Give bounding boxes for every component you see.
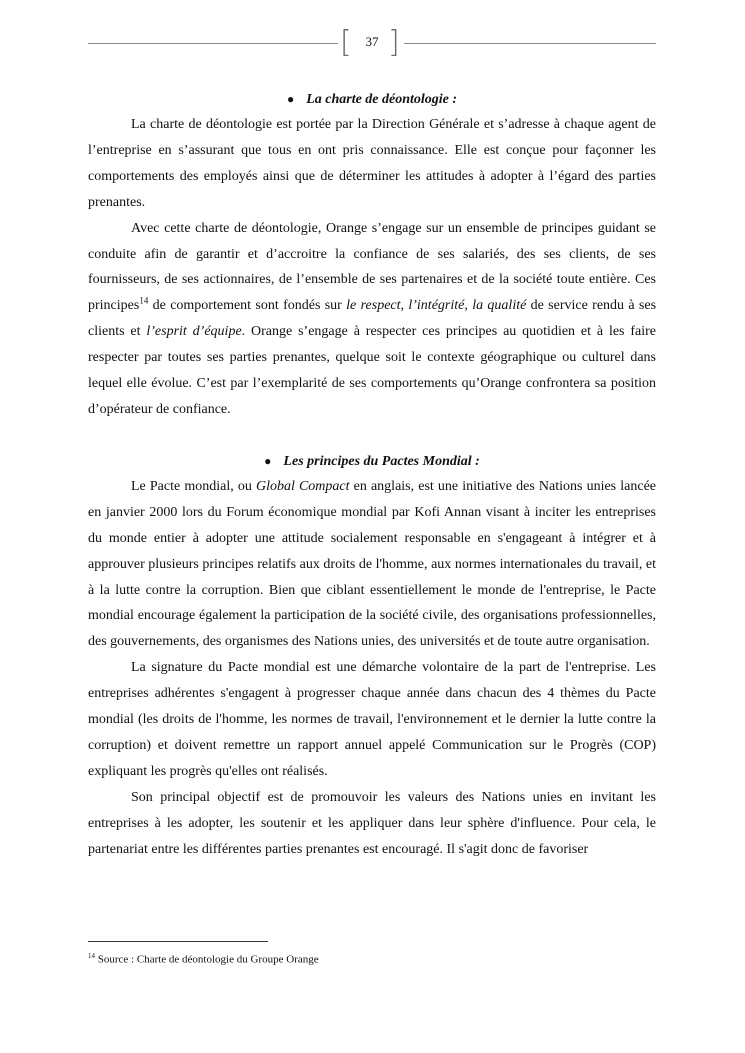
footnote-text: Source : Charte de déontologie du Groupe Orange — [95, 953, 319, 966]
bullet-icon: ● — [264, 453, 272, 468]
text-run: Son principal objectif est de promouvoir les valeurs des Nations unies en invitant les entreprises à les adopter, les soutenir et les appliquer dans leur sphère d'influence. Pour cela, le partenariat entre les différentes parties prenantes est encouragé. Il s'agit donc de favoriser — [88, 789, 656, 857]
text-run: , — [400, 298, 409, 314]
emphasis-text: l’intégrité — [408, 298, 465, 314]
footnote — [88, 949, 319, 967]
section-heading-charte — [88, 86, 656, 112]
footnote-reference: 14 — [139, 295, 149, 306]
footnote-separator — [88, 941, 268, 942]
section-heading-pacte — [88, 448, 656, 474]
text-run: de comportement sont fondés sur — [148, 298, 347, 314]
page-number-open-bracket: [ — [340, 25, 352, 60]
header-rule-left — [88, 43, 338, 44]
paragraph — [88, 655, 656, 785]
text-run: en anglais, est une initiative des Nations unies lancée en janvier 2000 lors du Forum économique mondial par Kofi Annan visant à inciter les entreprises du monde entier à adopter une attitude socialement responsable en s'engageant à intégrer et à approuver plusieurs principes relatifs aux droits de l'homme, aux normes internationales du travail, et à la lutte contre la corruption. Bien que ciblant essentiellement le monde de l'entreprise, le Pacte mondial encourage également la participation de la société civile, des organisations professionnelles, des gouvernements, des organismes des Nations unies, des universités et de toute autre organisation. — [88, 478, 656, 650]
section-gap — [88, 423, 656, 448]
paragraph — [88, 216, 656, 423]
page-content — [88, 86, 656, 862]
emphasis-text: le respect — [346, 298, 401, 314]
paragraph — [88, 785, 656, 863]
text-run: Le Pacte mondial, ou — [131, 478, 256, 494]
footnote-marker: 14 — [88, 952, 95, 960]
text-run: La charte de déontologie est portée par la Direction Générale et s’adresse à chaque agent de l’entreprise en s’assurant que tous en ont pris connaissance. Elle est conçue pour façonner les comportements des employés ainsi que de déterminer les attitudes à adopter à l’égard des parties prenantes. — [88, 117, 656, 210]
text-run: La signature du Pacte mondial est une démarche volontaire de la part de l'entreprise. Les entreprises adhérentes s'engagent à progresser chaque année dans chacun des 4 thèmes du Pacte mondial (les droits de l'homme, les normes de travail, l'environnement et le dernier la lutte contre la corruption) et doivent remettre un rapport annuel appelé Communication sur le Progrès (COP) expliquant les progrès qu'elles ont réalisés. — [88, 660, 656, 779]
header-rule-right — [404, 43, 656, 44]
emphasis-text: la qualité — [472, 298, 527, 314]
section-heading-label: Les principes du Pactes Mondial : — [283, 453, 480, 469]
text-run: , — [464, 298, 473, 314]
paragraph — [88, 112, 656, 216]
paragraph — [88, 474, 656, 655]
emphasis-text: l’esprit d’équipe — [146, 324, 242, 340]
bullet-icon: ● — [286, 92, 295, 106]
page-header — [88, 26, 656, 62]
page-number-close-bracket: ] — [388, 25, 400, 60]
text-run: . Orange s’engage à respecter ces principes au quotidien et à les faire respecter par toutes ses parties prenantes, quelque soit le contexte géographique ou culturel dans lequel elle évolue. C’est par l’exemplarité de ses comportements qu’Orange confrontera sa position d’opérateur de confiance. — [88, 324, 657, 417]
emphasis-text: Global Compact — [255, 478, 350, 494]
text-run: Avec cette charte de déontologie, Orange s’engage sur un ensemble de principes guidant se conduite afin de garantir et d’accroitre la confiance de ses salariés, des ses clients, de ses fournisseurs, de ses actionnaires, de l’ensemble de ses partenaires et de la société toute entière. Ces principes — [88, 220, 656, 314]
section-heading-label: La charte de déontologie : — [306, 92, 458, 107]
text-run: de service rendu à ses clients et — [88, 298, 657, 340]
page-number: 37 — [365, 34, 379, 49]
